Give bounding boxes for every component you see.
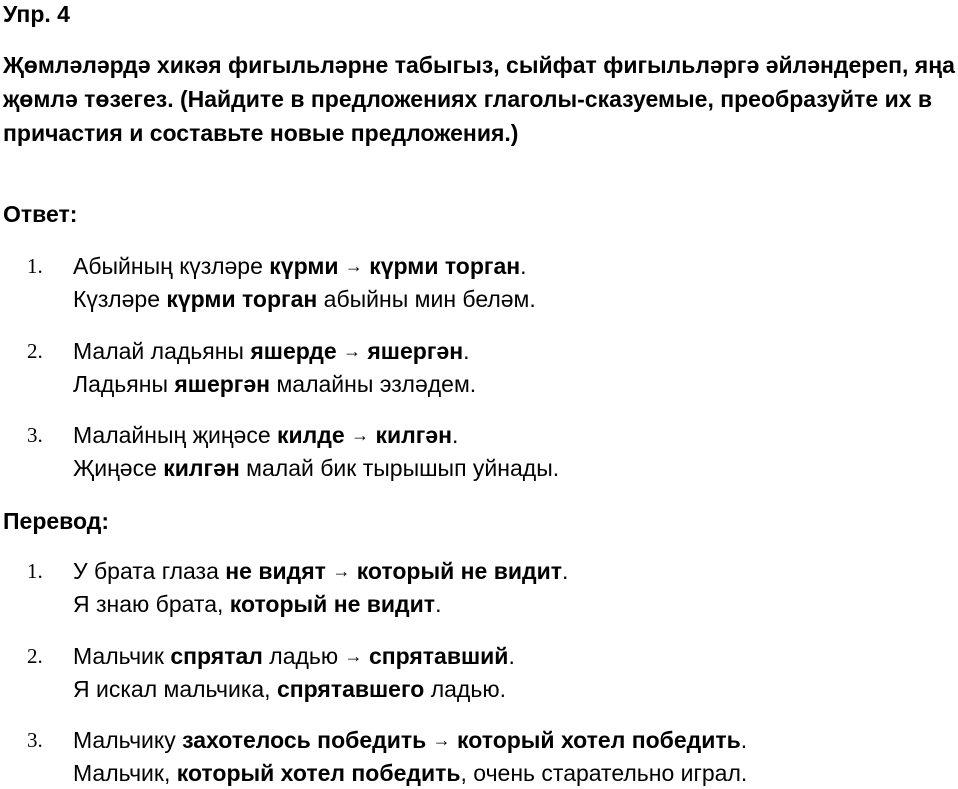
item-number: 1. <box>27 559 43 583</box>
sentence-line: Җиңәсе килгән малай бик тырышып уйнады. <box>73 455 560 481</box>
item-number: 1. <box>27 254 43 278</box>
sentence-line: Малай ладьяны яшерде → яшергән. <box>73 338 470 364</box>
arrow-icon: → <box>344 256 363 276</box>
sentence-line: Мальчик спрятал ладью → спрятавший. <box>73 643 515 669</box>
sentence-line: Я искал мальчика, спрятавшего ладью. <box>73 676 506 702</box>
item-number: 2. <box>27 644 43 668</box>
task-text: Җөмләләрдә хикәя фигыльләрне табыгыз, сыйфат фигыльләргә әйләндереп, яңа җөмлә төзегез. (Найдите в предложениях глаголы-сказуемые, преобразуйте их в причастия и составьте новые предложения.) <box>3 52 955 146</box>
sentence-line: Малайның җиңәсе килде → килгән. <box>73 422 459 448</box>
sentence-line: Күзләре күрми торган абыйны мин беләм. <box>73 286 536 312</box>
arrow-icon: → <box>343 341 361 361</box>
sentence-line: Мальчику захотелось победить → который хотел победить. <box>73 727 748 753</box>
translation-heading: Перевод: <box>3 508 110 534</box>
arrow-icon: → <box>332 561 351 581</box>
sentence-line: Абыйның күзләре күрми → күрми торган. <box>73 253 527 279</box>
sentence-line: Мальчик, который хотел победить, очень старательно играл. <box>73 760 748 786</box>
arrow-icon: → <box>344 646 363 666</box>
answer-heading: Ответ: <box>3 201 78 227</box>
item-number: 3. <box>27 728 43 752</box>
arrow-icon: → <box>351 425 370 445</box>
item-number: 2. <box>27 339 43 363</box>
sentence-line: У брата глаза не видят → который не видит. <box>73 558 569 584</box>
item-number: 3. <box>27 423 43 447</box>
sentence-line: Я знаю брата, который не видит. <box>73 591 442 617</box>
sentence-line: Ладьяны яшергән малайны эзләдем. <box>73 371 477 397</box>
arrow-icon: → <box>432 730 451 750</box>
exercise-title: Упр. 4 <box>3 1 70 27</box>
